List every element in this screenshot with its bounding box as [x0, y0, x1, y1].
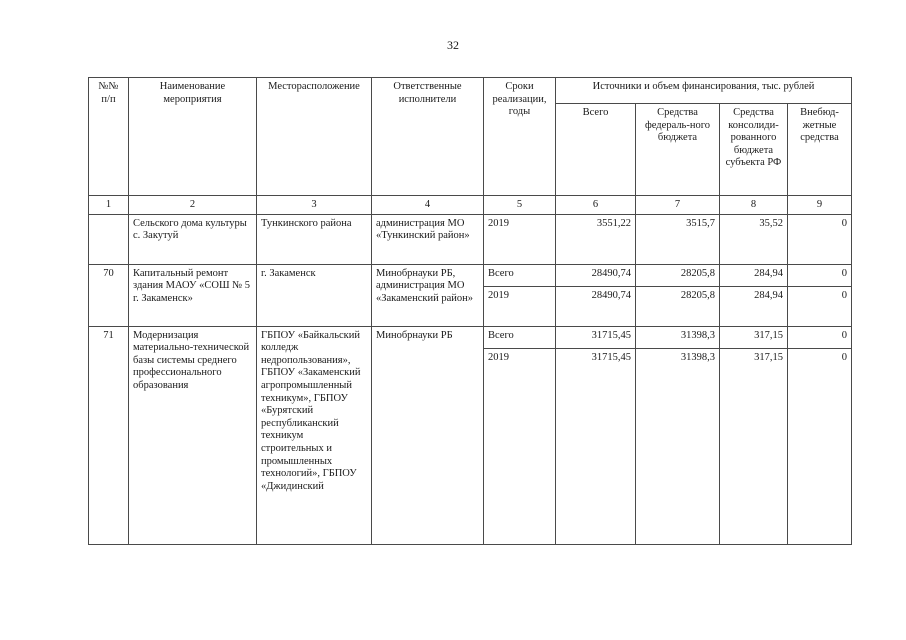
- row-number: 70: [89, 264, 129, 326]
- row-federal: 28205,8: [636, 264, 720, 286]
- column-number: 5: [484, 196, 556, 215]
- row-total: 31715,45: [556, 348, 636, 544]
- row-regional: 284,94: [720, 264, 788, 286]
- row-period: 2019: [484, 348, 556, 544]
- row-period: Всего: [484, 264, 556, 286]
- row-executor: администрация МО «Тункинский район»: [372, 214, 484, 264]
- header-federal: Средства федераль-ного бюджета: [636, 104, 720, 196]
- header-financing-group: Источники и объем финансирования, тыс. рублей: [556, 78, 852, 104]
- row-regional: 317,15: [720, 326, 788, 348]
- row-period: 2019: [484, 214, 556, 264]
- column-number: 1: [89, 196, 129, 215]
- table-row: [89, 264, 852, 286]
- row-extrabudget: 0: [788, 348, 852, 544]
- row-location: г. Закаменск: [257, 264, 372, 326]
- table-row: [89, 326, 852, 348]
- row-location: Тункинского района: [257, 214, 372, 264]
- header-extrabudget: Внебюд-жетные средства: [788, 104, 852, 196]
- row-number: 71: [89, 326, 129, 544]
- header-name: Наименование мероприятия: [129, 78, 257, 196]
- column-number: 7: [636, 196, 720, 215]
- row-executor: Минобрнауки РБ, администрация МО «Закаменский район»: [372, 264, 484, 326]
- column-number: 8: [720, 196, 788, 215]
- page-number: 32: [447, 38, 459, 52]
- row-name: Капитальный ремонт здания МАОУ «СОШ № 5 г. Закаменск»: [129, 264, 257, 326]
- column-number: 3: [257, 196, 372, 215]
- row-number: [89, 214, 129, 264]
- header-location: Месторасположение: [257, 78, 372, 196]
- row-federal: 28205,8: [636, 286, 720, 326]
- row-total: 28490,74: [556, 264, 636, 286]
- row-name: Модернизация материально-технической базы системы среднего профессионального образования: [129, 326, 257, 544]
- column-numbers-row: [89, 196, 852, 215]
- table-row: [89, 214, 852, 264]
- column-number: 9: [788, 196, 852, 215]
- row-extrabudget: 0: [788, 264, 852, 286]
- row-total: 3551,22: [556, 214, 636, 264]
- header-period: Сроки реализации, годы: [484, 78, 556, 196]
- row-period: 2019: [484, 286, 556, 326]
- row-executor: Минобрнауки РБ: [372, 326, 484, 544]
- header-executors: Ответственные исполнители: [372, 78, 484, 196]
- row-extrabudget: 0: [788, 286, 852, 326]
- column-number: 6: [556, 196, 636, 215]
- row-regional: 284,94: [720, 286, 788, 326]
- row-federal: 31398,3: [636, 348, 720, 544]
- row-federal: 3515,7: [636, 214, 720, 264]
- row-total: 31715,45: [556, 326, 636, 348]
- row-regional: 35,52: [720, 214, 788, 264]
- column-number: 4: [372, 196, 484, 215]
- header-total: Всего: [556, 104, 636, 196]
- row-total: 28490,74: [556, 286, 636, 326]
- row-regional: 317,15: [720, 348, 788, 544]
- header-num: №№ п/п: [89, 78, 129, 196]
- row-name: Сельского дома культуры с. Закутуй: [129, 214, 257, 264]
- header-regional: Средства консолиди-рованного бюджета субъекта РФ: [720, 104, 788, 196]
- row-location: ГБПОУ «Байкальский колледж недропользования», ГБПОУ «Закаменский агропромышленный техникум», ГБПОУ «Бурятский республиканский техникум строительных и промышленных технологий», ГБПОУ «Джидинский: [257, 326, 372, 544]
- financing-table: [88, 77, 852, 545]
- row-extrabudget: 0: [788, 214, 852, 264]
- row-federal: 31398,3: [636, 326, 720, 348]
- row-period: Всего: [484, 326, 556, 348]
- row-extrabudget: 0: [788, 326, 852, 348]
- column-number: 2: [129, 196, 257, 215]
